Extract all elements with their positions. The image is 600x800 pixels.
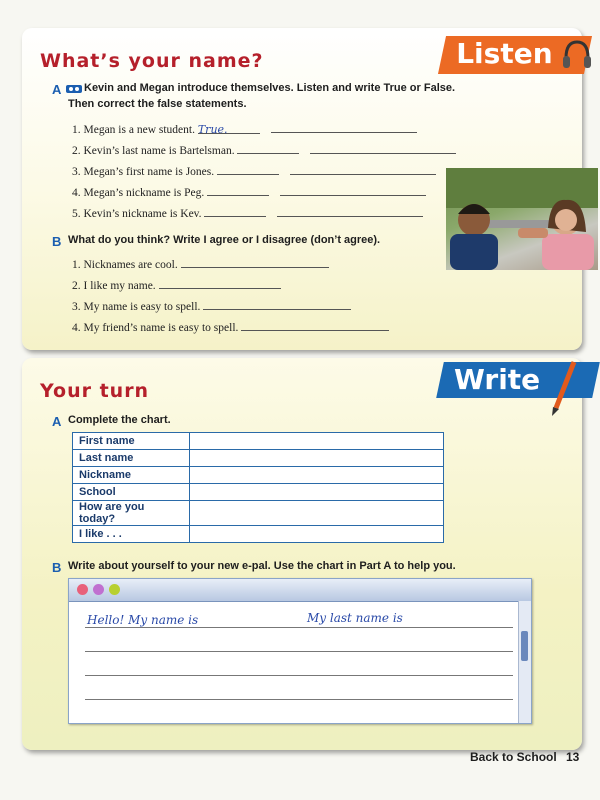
cassette-icon bbox=[66, 84, 82, 94]
chart-row-label: Nickname bbox=[73, 467, 190, 484]
part-a-instruction-line1: Kevin and Megan introduce themselves. Listen and write True or False. bbox=[84, 82, 456, 94]
correction-blank[interactable] bbox=[277, 206, 423, 217]
opinion-item-2 bbox=[72, 278, 281, 292]
listen-item-text: 5. Kevin’s nickname is Kev. bbox=[72, 208, 202, 220]
correction-blank[interactable] bbox=[280, 185, 426, 196]
info-chart bbox=[72, 432, 444, 543]
headphones-icon bbox=[562, 38, 592, 72]
opinion-blank[interactable] bbox=[181, 257, 329, 268]
chart-answer-cell[interactable] bbox=[190, 526, 444, 543]
chart-answer-cell[interactable] bbox=[190, 433, 444, 450]
footer-label: Back to School bbox=[470, 750, 557, 764]
answer-blank[interactable] bbox=[204, 206, 266, 217]
chart-row bbox=[73, 467, 444, 484]
correction-blank[interactable] bbox=[271, 122, 417, 133]
write-part-a-letter: A bbox=[52, 414, 62, 429]
write-part-b-letter: B bbox=[52, 560, 62, 575]
listen-item-2 bbox=[72, 143, 456, 157]
listen-banner: Listen bbox=[438, 36, 592, 74]
kids-photo bbox=[446, 168, 598, 270]
chart-answer-cell[interactable] bbox=[190, 501, 444, 526]
listen-item-text: 2. Kevin’s last name is Bartelsman. bbox=[72, 145, 235, 157]
window-close-icon[interactable] bbox=[77, 584, 88, 595]
opinion-item-text: 4. My friend’s name is easy to spell. bbox=[72, 322, 239, 334]
correction-blank[interactable] bbox=[310, 143, 456, 154]
part-a-instruction-line2: Then correct the false statements. bbox=[68, 98, 247, 110]
chart-answer-cell[interactable] bbox=[190, 484, 444, 501]
chart-row-label: First name bbox=[73, 433, 190, 450]
write-banner: Write bbox=[436, 362, 600, 398]
chart-row bbox=[73, 450, 444, 467]
writing-line[interactable] bbox=[85, 675, 513, 676]
email-window-titlebar bbox=[69, 579, 531, 602]
opinion-blank[interactable] bbox=[159, 278, 281, 289]
email-scrollbar[interactable] bbox=[518, 601, 531, 723]
part-b-letter: B bbox=[52, 234, 62, 249]
page-number: 13 bbox=[566, 750, 580, 764]
write-part-b-instruction: Write about yourself to your new e-pal. Use the chart in Part A to help you. bbox=[68, 560, 456, 572]
opinion-item-text: 1. Nicknames are cool. bbox=[72, 259, 178, 271]
answer-blank[interactable] bbox=[217, 164, 279, 175]
writing-line[interactable] bbox=[85, 627, 513, 628]
listen-item-4 bbox=[72, 185, 426, 199]
write-part-a-instruction: Complete the chart. bbox=[68, 414, 171, 426]
handwritten-answer: True. bbox=[197, 123, 228, 136]
part-b-instruction: What do you think? Write I agree or I disagree (don’t agree). bbox=[68, 234, 381, 246]
kids-photo-illustration bbox=[446, 168, 598, 270]
opinion-item-1 bbox=[72, 257, 329, 271]
scrollbar-thumb[interactable] bbox=[521, 631, 528, 661]
handwritten-lastname: My last name is bbox=[307, 611, 403, 625]
chart-row bbox=[73, 526, 444, 543]
opinion-blank[interactable] bbox=[241, 320, 389, 331]
chart-answer-cell[interactable] bbox=[190, 467, 444, 484]
listen-item-3 bbox=[72, 164, 436, 178]
window-minimize-icon[interactable] bbox=[93, 584, 104, 595]
answer-blank[interactable] bbox=[237, 143, 299, 154]
listen-item-text: 1. Megan is a new student. bbox=[72, 124, 195, 136]
answer-blank[interactable] bbox=[207, 185, 269, 196]
chart-row-label: Last name bbox=[73, 450, 190, 467]
correction-blank[interactable] bbox=[290, 164, 436, 175]
chart-row-label: How are you today? bbox=[73, 501, 190, 526]
opinion-blank[interactable] bbox=[203, 299, 351, 310]
pencil-icon bbox=[548, 358, 578, 418]
chart-row bbox=[73, 433, 444, 450]
chart-row bbox=[73, 501, 444, 526]
chart-row-label: School bbox=[73, 484, 190, 501]
listen-item-5 bbox=[72, 206, 423, 220]
writing-line[interactable] bbox=[85, 651, 513, 652]
listen-item-text: 4. Megan’s nickname is Peg. bbox=[72, 187, 205, 199]
listen-section-title: What’s your name? bbox=[40, 50, 264, 72]
chart-row bbox=[73, 484, 444, 501]
listen-item-1 bbox=[72, 122, 417, 136]
answer-blank[interactable] bbox=[198, 123, 260, 134]
part-a-letter: A bbox=[52, 82, 62, 97]
opinion-item-text: 3. My name is easy to spell. bbox=[72, 301, 201, 313]
handwritten-intro: Hello! My name is bbox=[87, 613, 199, 627]
chart-row-label: I like . . . bbox=[73, 526, 190, 543]
opinion-item-4 bbox=[72, 320, 389, 334]
opinion-item-text: 2. I like my name. bbox=[72, 280, 156, 292]
chart-answer-cell[interactable] bbox=[190, 450, 444, 467]
email-window bbox=[68, 578, 532, 724]
write-section-title: Your turn bbox=[40, 380, 150, 402]
opinion-item-3 bbox=[72, 299, 351, 313]
writing-line[interactable] bbox=[85, 699, 513, 700]
window-maximize-icon[interactable] bbox=[109, 584, 120, 595]
listen-item-text: 3. Megan’s first name is Jones. bbox=[72, 166, 215, 178]
